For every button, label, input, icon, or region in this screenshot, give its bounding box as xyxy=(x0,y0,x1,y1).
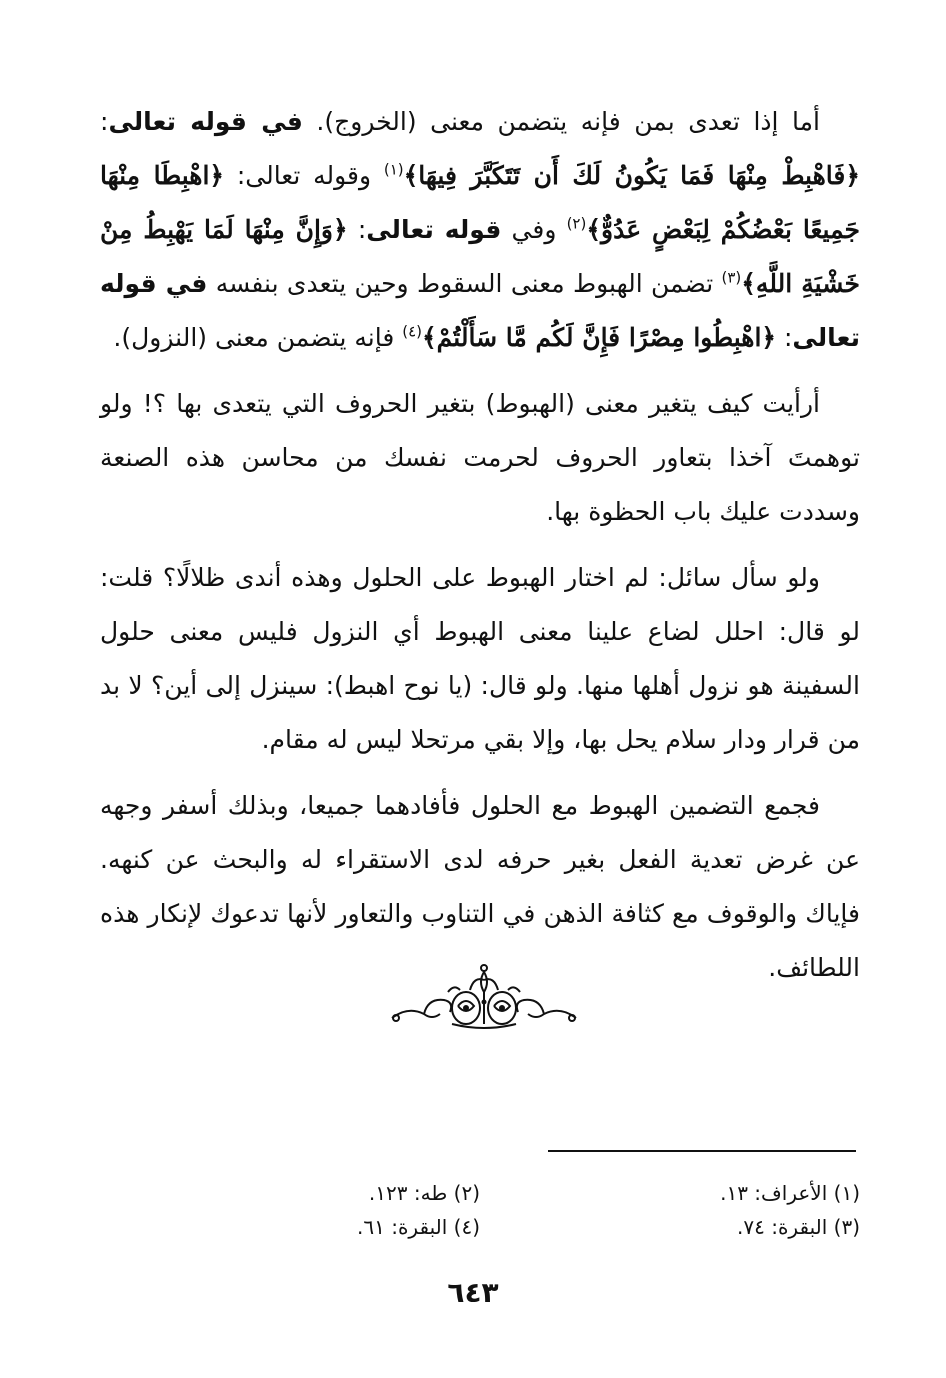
bold-phrase: قوله تعالى xyxy=(366,215,502,244)
main-text xyxy=(100,95,860,995)
footnote-3: (٣) البقرة: ٧٤. xyxy=(737,1215,860,1239)
paragraph-3: ولو سأل سائل: لم اختار الهبوط على الحلول وهذه أندى ظلالًا؟ قلت: لو قال: احلل لضاع علينا معنى الهبوط أي النزول فليس معنى حلول السفينة هو نزول أهلها منها. ولو قال: (يا نوح اهبط): سينزل إلى أين؟ لا بد من قرار ودار سلام يحل بها، وإلا بقي مرتحلا ليس له مقام. xyxy=(100,563,860,754)
footnotes xyxy=(100,1176,860,1244)
text-segment: : xyxy=(776,323,793,352)
footnote-ref: (٣) xyxy=(721,268,742,287)
footnote-4: (٤) البقرة: ٦١. xyxy=(357,1215,480,1239)
footnote-ref: (١) xyxy=(383,160,404,179)
footnote-ref: (٢) xyxy=(566,214,587,233)
footnote-separator xyxy=(548,1150,856,1152)
paragraph-4: فجمع التضمين الهبوط مع الحلول فأفادهما جميعا، وبذلك أسفر وجهه عن غرض تعدية الفعل بغير حرفه لدى الاستقراء له والبحث عن كنهه. فإياك والوقوف مع كثافة الذهن في التناوب والتعاور لأنها تدعوك لإنكار هذه اللطائف. xyxy=(100,791,860,982)
quran-verse: ﴿وَإِنَّ مِنْهَا لَمَا يَهْبِطُ مِنْ خَشْيَةِ اللَّهِ﴾ xyxy=(100,215,860,298)
text-segment: فإنه يتضمن معنى (النزول). xyxy=(113,323,403,352)
bold-phrase: في قوله تعالى xyxy=(100,269,860,352)
quran-verse: ﴿فَاهْبِطْ مِنْهَا فَمَا يَكُونُ لَكَ أَن تَتَكَبَّرَ فِيهَا﴾ xyxy=(403,161,861,190)
text-segment: : xyxy=(100,107,109,136)
text-segment: تضمن الهبوط معنى السقوط وحين يتعدى بنفسه xyxy=(207,269,722,298)
text-segment: : xyxy=(347,215,367,244)
quran-verse: ﴿اهْبِطَا مِنْهَا جَمِيعًا بَعْضُكُمْ لِبَعْضٍ عَدُوٌّ﴾ xyxy=(100,161,860,244)
quran-verse: ﴿اهْبِطُوا مِصْرًا فَإِنَّ لَكُم مَّا سَأَلْتُمْ﴾ xyxy=(422,323,777,352)
footnote-row xyxy=(100,1210,860,1244)
bold-phrase: في قوله تعالى xyxy=(108,107,303,136)
text-segment: وقوله تعالى: xyxy=(224,161,384,190)
text-segment: أما إذا تعدى بمن فإنه يتضمن معنى (الخروج). xyxy=(302,107,820,136)
floral-ornament-icon xyxy=(388,962,580,1034)
footnote-row xyxy=(100,1176,860,1210)
text-segment: وفي xyxy=(501,215,567,244)
page-number: ٦٤٣ xyxy=(447,1276,499,1309)
footnote-2: (٢) طه: ١٢٣. xyxy=(368,1181,480,1205)
footnote-1: (١) الأعراف: ١٣. xyxy=(720,1181,860,1205)
paragraph-2: أرأيت كيف يتغير معنى (الهبوط) بتغير الحروف التي يتعدى بها ؟! ولو توهمتَ آخذا بتعاور الحروف لحرمت نفسك من محاسن هذه الصنعة وسددت عليك باب الحظوة بها. xyxy=(100,389,860,526)
paragraph-1 xyxy=(100,95,860,365)
footnote-ref: (٤) xyxy=(402,322,423,341)
